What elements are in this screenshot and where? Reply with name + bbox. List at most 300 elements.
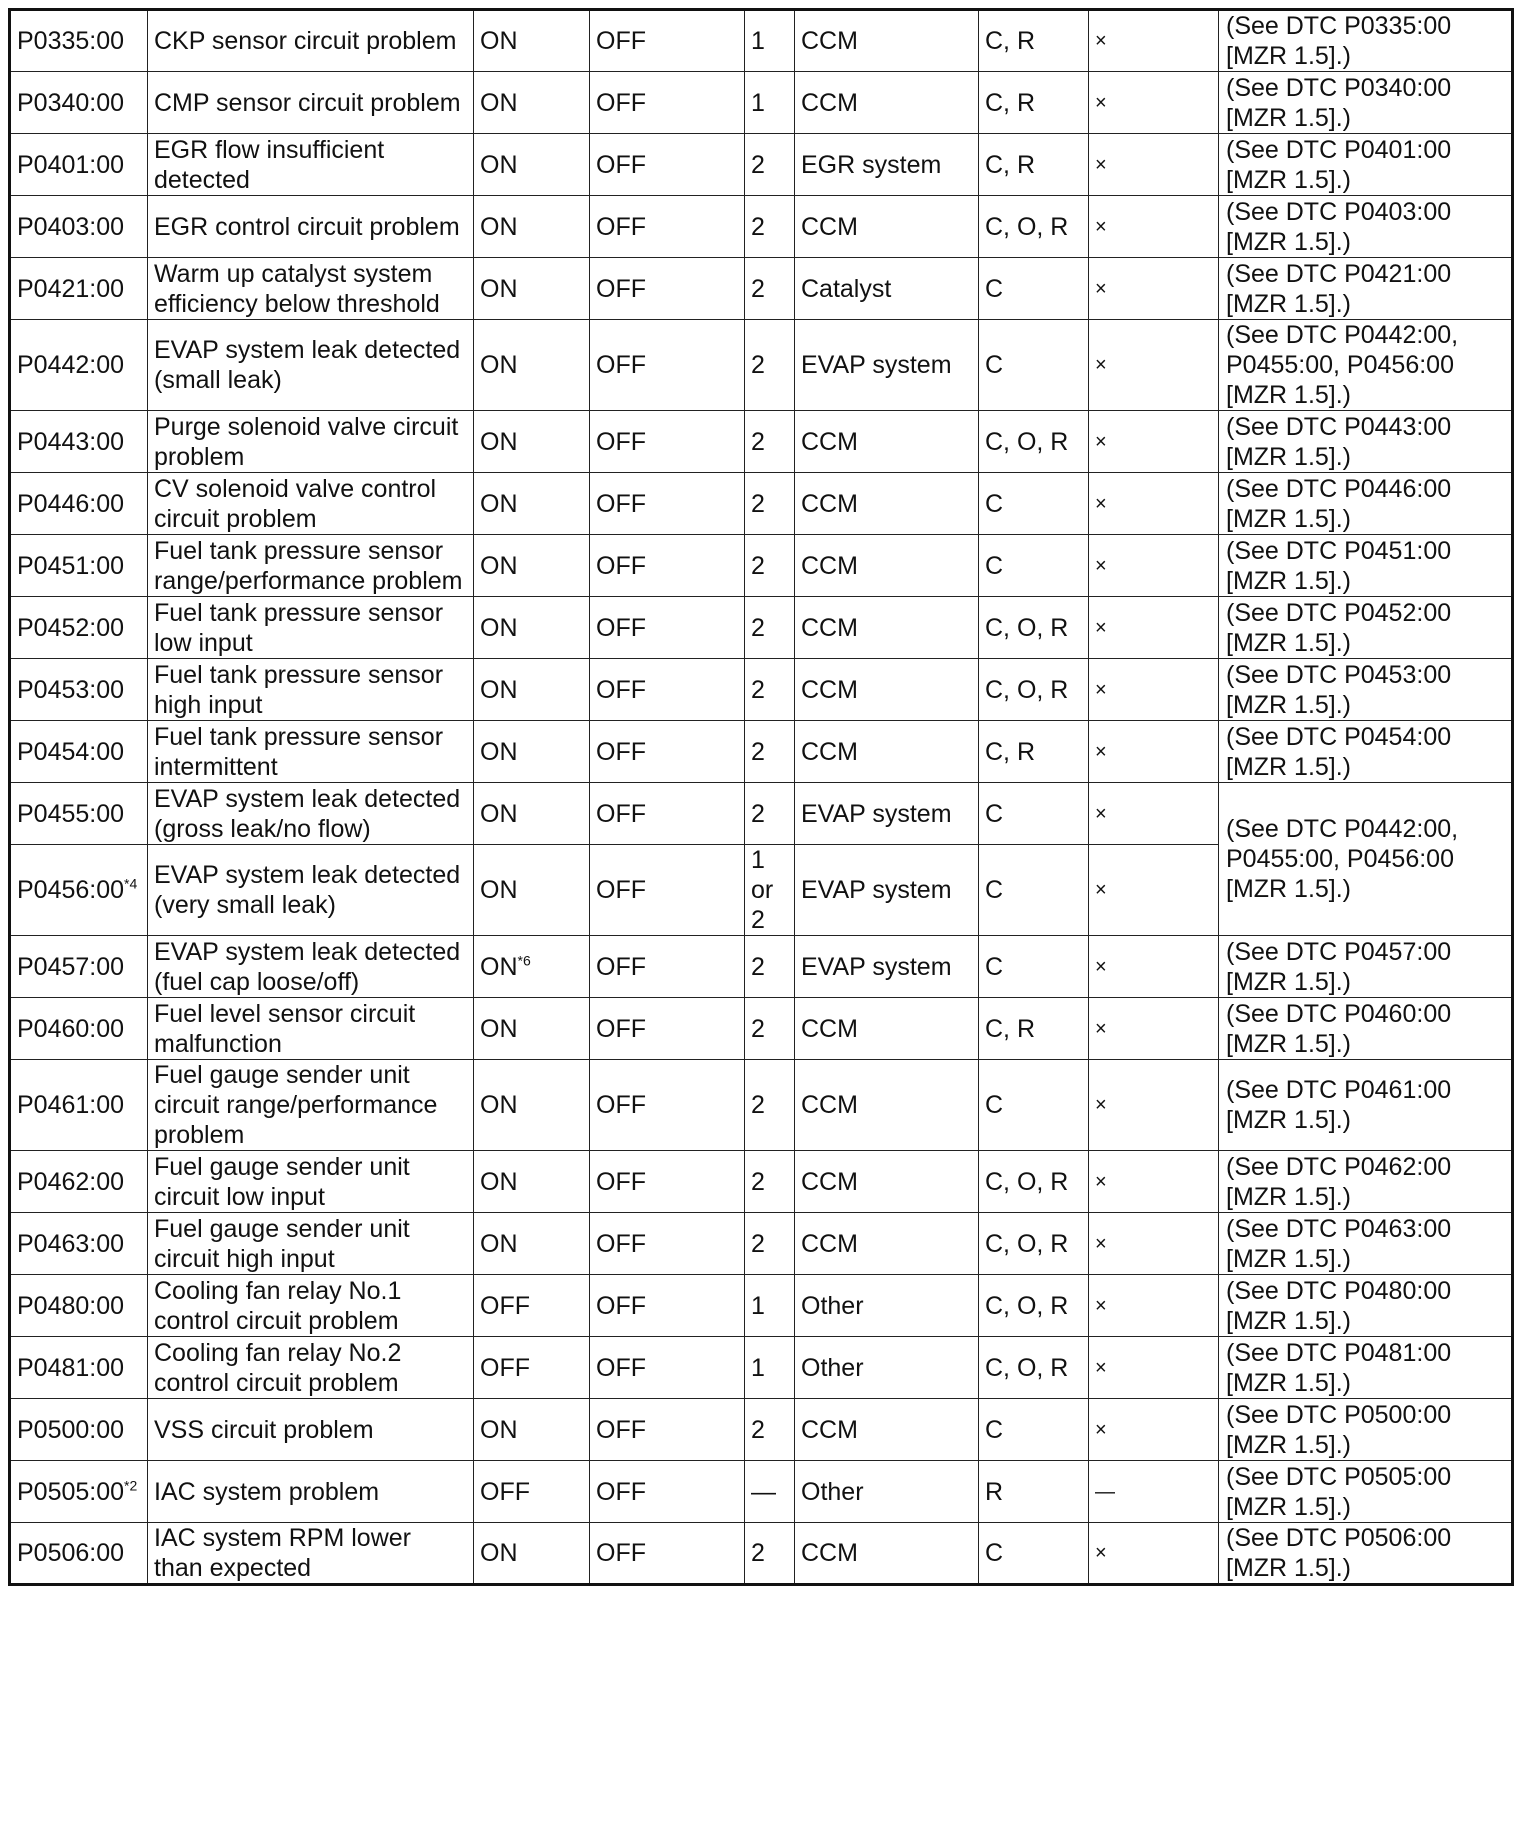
cell-monitor: CCM — [801, 27, 858, 55]
cell-col4: OFF — [596, 1477, 646, 1506]
cell-mil-container — [474, 845, 590, 936]
cell-col4: OFF — [596, 613, 646, 642]
cell-col4: OFF — [596, 952, 646, 981]
cell-code-container — [10, 1213, 148, 1275]
cell-ref-container — [1219, 659, 1513, 721]
cell-col4: OFF — [596, 876, 646, 904]
cell-trip: — — [751, 1477, 776, 1506]
cell-monitor: Other — [801, 1353, 864, 1382]
cell-mark-container — [1089, 320, 1219, 411]
cell-desc-container — [148, 1151, 474, 1213]
cell-col4: OFF — [596, 675, 646, 704]
cell-mil: ON — [480, 427, 518, 456]
table-row — [10, 473, 1513, 535]
cell-memory: C — [985, 274, 1004, 303]
cell-trip: 2 — [751, 1167, 765, 1196]
cell-desc: Cooling fan relay No.2 control circuit problem — [154, 1338, 402, 1397]
cell-monitor-container — [795, 1213, 979, 1275]
cell-code: P0446:00 — [17, 489, 125, 518]
cell-mark-container — [1089, 721, 1219, 783]
cell-trip: 2 — [751, 150, 765, 179]
cell-mil-container — [474, 1461, 590, 1523]
cell-code: P0481:00 — [17, 1353, 125, 1382]
cell-memory-container — [979, 1461, 1089, 1523]
cell-ref: (See DTC P0340:00 [MZR 1.5].) — [1226, 73, 1452, 132]
cell-monitor: CCM — [801, 489, 858, 518]
cell-code: P0463:00 — [17, 1229, 125, 1258]
cell-memory: C, O, R — [985, 1291, 1069, 1320]
cell-monitor: CCM — [801, 1167, 858, 1196]
cell-col4: OFF — [596, 150, 646, 179]
cell-code-container — [10, 845, 148, 936]
cell-code-container — [10, 535, 148, 597]
cell-trip-container — [745, 783, 795, 845]
cell-desc: Fuel gauge sender unit circuit high input — [154, 1214, 410, 1273]
table-row — [10, 196, 1513, 258]
cell-ref: (See DTC P0481:00 [MZR 1.5].) — [1226, 1338, 1452, 1397]
cell-memory-container — [979, 535, 1089, 597]
cell-monitor-container — [795, 473, 979, 535]
cell-memory-container — [979, 411, 1089, 473]
cell-mark: × — [1095, 1094, 1107, 1116]
cell-memory: C, O, R — [985, 675, 1069, 704]
cell-mark: — — [1095, 1480, 1115, 1503]
cell-memory-container — [979, 1213, 1089, 1275]
table-row — [10, 1337, 1513, 1399]
cell-memory: C, O, R — [985, 427, 1069, 456]
cell-mil-container — [474, 72, 590, 134]
cell-memory-container — [979, 936, 1089, 998]
cell-code: P0460:00 — [17, 1014, 125, 1043]
cell-code-container — [10, 998, 148, 1060]
cell-trip: 1 — [751, 88, 765, 117]
cell-trip-container — [745, 659, 795, 721]
cell-col4: OFF — [596, 1415, 646, 1444]
cell-trip-container — [745, 1275, 795, 1337]
table-row — [10, 1399, 1513, 1461]
cell-memory: C, O, R — [985, 613, 1069, 642]
cell-desc: CMP sensor circuit problem — [154, 88, 461, 117]
cell-monitor-container — [795, 659, 979, 721]
cell-monitor: CCM — [801, 1014, 858, 1043]
cell-memory-container — [979, 134, 1089, 196]
cell-desc-container — [148, 597, 474, 659]
cell-desc: CV solenoid valve control circuit problem — [154, 474, 437, 533]
cell-mil-container — [474, 10, 590, 72]
cell-desc-container — [148, 783, 474, 845]
cell-desc-container — [148, 1337, 474, 1399]
cell-desc: IAC system RPM lower than expected — [154, 1524, 411, 1582]
cell-mil: OFF — [480, 1353, 530, 1382]
cell-mil: ON — [480, 737, 518, 766]
cell-mil-container — [474, 134, 590, 196]
cell-col4: OFF — [596, 1291, 646, 1320]
cell-ref-container — [1219, 258, 1513, 320]
cell-desc: EGR flow insufficient detected — [154, 135, 385, 194]
cell-memory-container — [979, 783, 1089, 845]
cell-trip: 1 — [751, 27, 765, 55]
cell-mark-container — [1089, 1337, 1219, 1399]
cell-col4-container — [590, 473, 745, 535]
cell-code-container — [10, 10, 148, 72]
cell-memory: C — [985, 952, 1004, 981]
table-row — [10, 320, 1513, 411]
cell-code: P0506:00 — [17, 1539, 125, 1567]
cell-mark-container — [1089, 134, 1219, 196]
table-row — [10, 10, 1513, 72]
cell-code-container — [10, 597, 148, 659]
cell-mil: ON — [480, 1415, 518, 1444]
cell-mark: × — [1095, 1017, 1107, 1040]
cell-mark-container — [1089, 845, 1219, 936]
cell-trip-container — [745, 597, 795, 659]
cell-mark: × — [1095, 879, 1107, 901]
cell-ref: (See DTC P0451:00 [MZR 1.5].) — [1226, 536, 1452, 595]
cell-mil-container — [474, 1213, 590, 1275]
cell-trip-container — [745, 473, 795, 535]
cell-memory: R — [985, 1477, 1004, 1506]
cell-ref-container — [1219, 473, 1513, 535]
cell-trip-container — [745, 535, 795, 597]
cell-memory-container — [979, 1337, 1089, 1399]
cell-col4: OFF — [596, 212, 646, 241]
cell-memory-container — [979, 659, 1089, 721]
cell-memory: C, R — [985, 737, 1035, 766]
cell-col4: OFF — [596, 1091, 646, 1119]
cell-trip: 1 or 2 — [751, 846, 774, 934]
table-row — [10, 998, 1513, 1060]
cell-desc-container — [148, 998, 474, 1060]
cell-monitor-container — [795, 535, 979, 597]
table-row — [10, 1151, 1513, 1213]
cell-trip: 2 — [751, 737, 765, 766]
cell-monitor-container — [795, 1275, 979, 1337]
cell-desc-container — [148, 659, 474, 721]
cell-monitor-container — [795, 597, 979, 659]
cell-monitor: Other — [801, 1477, 864, 1506]
cell-col4-container — [590, 134, 745, 196]
cell-ref: (See DTC P0457:00 [MZR 1.5].) — [1226, 937, 1452, 996]
cell-mil-container — [474, 1151, 590, 1213]
cell-monitor-container — [795, 196, 979, 258]
cell-monitor: CCM — [801, 551, 858, 580]
cell-col4: OFF — [596, 1353, 646, 1382]
cell-col4: OFF — [596, 27, 646, 55]
cell-memory: C — [985, 1091, 1004, 1119]
cell-col4-container — [590, 597, 745, 659]
cell-desc: EVAP system leak detected (fuel cap loose/off) — [154, 937, 461, 996]
cell-desc-container — [148, 1523, 474, 1585]
cell-trip: 2 — [751, 489, 765, 518]
cell-trip: 2 — [751, 675, 765, 704]
cell-ref-container — [1219, 535, 1513, 597]
cell-ref: (See DTC P0454:00 [MZR 1.5].) — [1226, 722, 1452, 781]
cell-memory-container — [979, 1151, 1089, 1213]
cell-monitor: Catalyst — [801, 274, 892, 303]
cell-desc-container — [148, 1399, 474, 1461]
cell-trip-container — [745, 196, 795, 258]
cell-ref: (See DTC P0446:00 [MZR 1.5].) — [1226, 474, 1452, 533]
cell-desc: Fuel gauge sender unit circuit low input — [154, 1152, 410, 1211]
cell-mil-container — [474, 320, 590, 411]
cell-col4-container — [590, 1275, 745, 1337]
cell-code-container — [10, 1523, 148, 1585]
cell-monitor-container — [795, 1151, 979, 1213]
cell-col4-container — [590, 10, 745, 72]
cell-col4: OFF — [596, 799, 646, 828]
cell-trip-container — [745, 320, 795, 411]
cell-mil: ON — [480, 675, 518, 704]
cell-mil: ON — [480, 27, 518, 55]
cell-trip: 2 — [751, 1229, 765, 1258]
cell-ref-container — [1219, 1399, 1513, 1461]
cell-desc-container — [148, 320, 474, 411]
cell-trip: 2 — [751, 1091, 765, 1119]
cell-mark-container — [1089, 659, 1219, 721]
cell-desc: Cooling fan relay No.1 control circuit problem — [154, 1276, 402, 1335]
cell-code: P0403:00 — [17, 212, 125, 241]
cell-ref-container — [1219, 72, 1513, 134]
cell-col4: OFF — [596, 1229, 646, 1258]
cell-code-container — [10, 473, 148, 535]
cell-desc-container — [148, 258, 474, 320]
cell-mil: ON — [480, 150, 518, 179]
cell-ref-container — [1219, 1337, 1513, 1399]
cell-ref: (See DTC P0442:00, P0455:00, P0456:00 [MZR 1.5].) — [1226, 321, 1459, 409]
cell-col4-container — [590, 535, 745, 597]
cell-memory-container — [979, 1275, 1089, 1337]
cell-desc-container — [148, 1060, 474, 1151]
cell-code-container — [10, 1151, 148, 1213]
cell-memory-container — [979, 10, 1089, 72]
cell-desc: Fuel gauge sender unit circuit range/performance problem — [154, 1061, 438, 1149]
cell-ref: (See DTC P0452:00 [MZR 1.5].) — [1226, 598, 1452, 657]
cell-code-container — [10, 72, 148, 134]
cell-trip: 1 — [751, 1291, 765, 1320]
cell-ref-container — [1219, 1151, 1513, 1213]
cell-trip-container — [745, 10, 795, 72]
cell-mil-container — [474, 473, 590, 535]
cell-monitor-container — [795, 134, 979, 196]
cell-ref: (See DTC P0442:00, P0455:00, P0456:00 [MZR 1.5].) — [1226, 815, 1459, 903]
cell-monitor: CCM — [801, 212, 858, 241]
cell-trip-container — [745, 134, 795, 196]
dtc-table — [8, 8, 1514, 1586]
cell-col4-container — [590, 320, 745, 411]
cell-monitor: EGR system — [801, 150, 942, 179]
cell-code: P0457:00 — [17, 952, 125, 981]
cell-monitor-container — [795, 845, 979, 936]
cell-desc: EVAP system leak detected (gross leak/no flow) — [154, 784, 461, 843]
cell-memory-container — [979, 998, 1089, 1060]
cell-mark-container — [1089, 1523, 1219, 1585]
cell-code: P0454:00 — [17, 737, 125, 766]
cell-desc: Fuel tank pressure sensor intermittent — [154, 722, 444, 781]
dtc-table-body — [10, 10, 1513, 1585]
cell-code: P0442:00 — [17, 351, 125, 379]
cell-mil: ON — [480, 274, 518, 303]
cell-col4: OFF — [596, 551, 646, 580]
cell-code-container — [10, 659, 148, 721]
cell-trip: 2 — [751, 799, 765, 828]
cell-memory: C, R — [985, 27, 1035, 55]
cell-memory: C — [985, 489, 1004, 518]
cell-mark: × — [1095, 30, 1107, 52]
cell-monitor-container — [795, 1399, 979, 1461]
cell-ref-container — [1219, 196, 1513, 258]
cell-desc-container — [148, 1461, 474, 1523]
cell-memory-container — [979, 473, 1089, 535]
cell-mil: ON — [480, 1539, 518, 1567]
cell-monitor-container — [795, 1523, 979, 1585]
cell-trip-container — [745, 1523, 795, 1585]
cell-trip: 2 — [751, 1415, 765, 1444]
table-row — [10, 721, 1513, 783]
table-row — [10, 783, 1513, 845]
cell-mil: ON — [480, 613, 518, 642]
cell-ref: (See DTC P0403:00 [MZR 1.5].) — [1226, 197, 1452, 256]
cell-mark: × — [1095, 1232, 1107, 1255]
cell-memory-container — [979, 196, 1089, 258]
cell-mark-container — [1089, 10, 1219, 72]
cell-mil-container — [474, 1523, 590, 1585]
footnote-marker: *6 — [517, 952, 531, 969]
cell-desc-container — [148, 845, 474, 936]
cell-desc-container — [148, 10, 474, 72]
cell-memory: C, R — [985, 150, 1035, 179]
cell-monitor: CCM — [801, 1229, 858, 1258]
cell-monitor: CCM — [801, 1091, 858, 1119]
cell-memory: C — [985, 351, 1004, 379]
cell-ref: (See DTC P0480:00 [MZR 1.5].) — [1226, 1276, 1452, 1335]
cell-mark-container — [1089, 473, 1219, 535]
cell-mil-container — [474, 998, 590, 1060]
cell-code-container — [10, 783, 148, 845]
cell-mil: ON — [480, 799, 518, 828]
table-row — [10, 411, 1513, 473]
table-row — [10, 659, 1513, 721]
cell-col4: OFF — [596, 427, 646, 456]
cell-memory: C — [985, 799, 1004, 828]
cell-mil: ON — [480, 1229, 518, 1258]
cell-desc: Purge solenoid valve circuit problem — [154, 412, 459, 471]
cell-monitor-container — [795, 1060, 979, 1151]
cell-ref-container — [1219, 134, 1513, 196]
cell-code: P0401:00 — [17, 150, 125, 179]
cell-mil-container — [474, 783, 590, 845]
cell-code: P0451:00 — [17, 551, 125, 580]
cell-desc: Fuel level sensor circuit malfunction — [154, 999, 416, 1058]
cell-desc-container — [148, 473, 474, 535]
cell-code-container — [10, 1275, 148, 1337]
cell-memory: C — [985, 551, 1004, 580]
cell-ref-container — [1219, 1213, 1513, 1275]
cell-mark: × — [1095, 354, 1107, 376]
cell-col4-container — [590, 1060, 745, 1151]
cell-col4-container — [590, 936, 745, 998]
cell-mark: × — [1095, 554, 1107, 577]
cell-col4-container — [590, 998, 745, 1060]
cell-col4: OFF — [596, 489, 646, 518]
table-row — [10, 1461, 1513, 1523]
cell-mil: ON — [480, 1091, 518, 1119]
cell-col4: OFF — [596, 88, 646, 117]
cell-ref-container — [1219, 320, 1513, 411]
cell-code: P0505:00 — [17, 1477, 125, 1506]
cell-mil-container — [474, 721, 590, 783]
cell-monitor: Other — [801, 1291, 864, 1320]
table-row — [10, 134, 1513, 196]
cell-mark: × — [1095, 215, 1107, 238]
table-row — [10, 258, 1513, 320]
cell-trip: 2 — [751, 1014, 765, 1043]
cell-mark: × — [1095, 1418, 1107, 1441]
cell-mark: × — [1095, 492, 1107, 515]
cell-memory: C, R — [985, 88, 1035, 117]
cell-mil-container — [474, 1060, 590, 1151]
cell-trip: 2 — [751, 551, 765, 580]
cell-mil-container — [474, 411, 590, 473]
cell-mil: ON — [480, 212, 518, 241]
cell-trip-container — [745, 845, 795, 936]
cell-ref-container — [1219, 597, 1513, 659]
cell-mark: × — [1095, 616, 1107, 639]
cell-memory-container — [979, 721, 1089, 783]
cell-monitor: CCM — [801, 1539, 858, 1567]
cell-ref-container — [1219, 721, 1513, 783]
cell-code-container — [10, 1399, 148, 1461]
cell-mil-container — [474, 597, 590, 659]
cell-mil: ON — [480, 952, 518, 981]
cell-trip: 2 — [751, 952, 765, 981]
cell-trip: 2 — [751, 274, 765, 303]
cell-trip-container — [745, 1213, 795, 1275]
cell-mark-container — [1089, 1151, 1219, 1213]
cell-desc-container — [148, 1213, 474, 1275]
cell-ref-container — [1219, 1060, 1513, 1151]
cell-trip-container — [745, 72, 795, 134]
cell-col4-container — [590, 1399, 745, 1461]
cell-mil-container — [474, 196, 590, 258]
footnote-marker: *4 — [124, 875, 138, 892]
cell-mil-container — [474, 1399, 590, 1461]
cell-mark: × — [1095, 1294, 1107, 1317]
cell-mil-container — [474, 258, 590, 320]
cell-code: P0421:00 — [17, 274, 125, 303]
cell-mark-container — [1089, 597, 1219, 659]
cell-ref-container — [1219, 411, 1513, 473]
cell-monitor: CCM — [801, 613, 858, 642]
cell-monitor-container — [795, 72, 979, 134]
cell-mil-container — [474, 936, 590, 998]
cell-memory-container — [979, 258, 1089, 320]
cell-ref: (See DTC P0500:00 [MZR 1.5].) — [1226, 1400, 1452, 1459]
cell-col4-container — [590, 659, 745, 721]
cell-col4-container — [590, 1151, 745, 1213]
cell-mark: × — [1095, 1542, 1107, 1564]
cell-col4: OFF — [596, 1167, 646, 1196]
cell-mark-container — [1089, 1213, 1219, 1275]
cell-ref-container — [1219, 998, 1513, 1060]
cell-monitor: EVAP system — [801, 351, 952, 379]
cell-trip: 1 — [751, 1353, 765, 1382]
cell-memory-container — [979, 320, 1089, 411]
cell-code-container — [10, 411, 148, 473]
cell-code-container — [10, 320, 148, 411]
cell-monitor-container — [795, 783, 979, 845]
cell-mil: ON — [480, 351, 518, 379]
cell-mil: ON — [480, 1167, 518, 1196]
